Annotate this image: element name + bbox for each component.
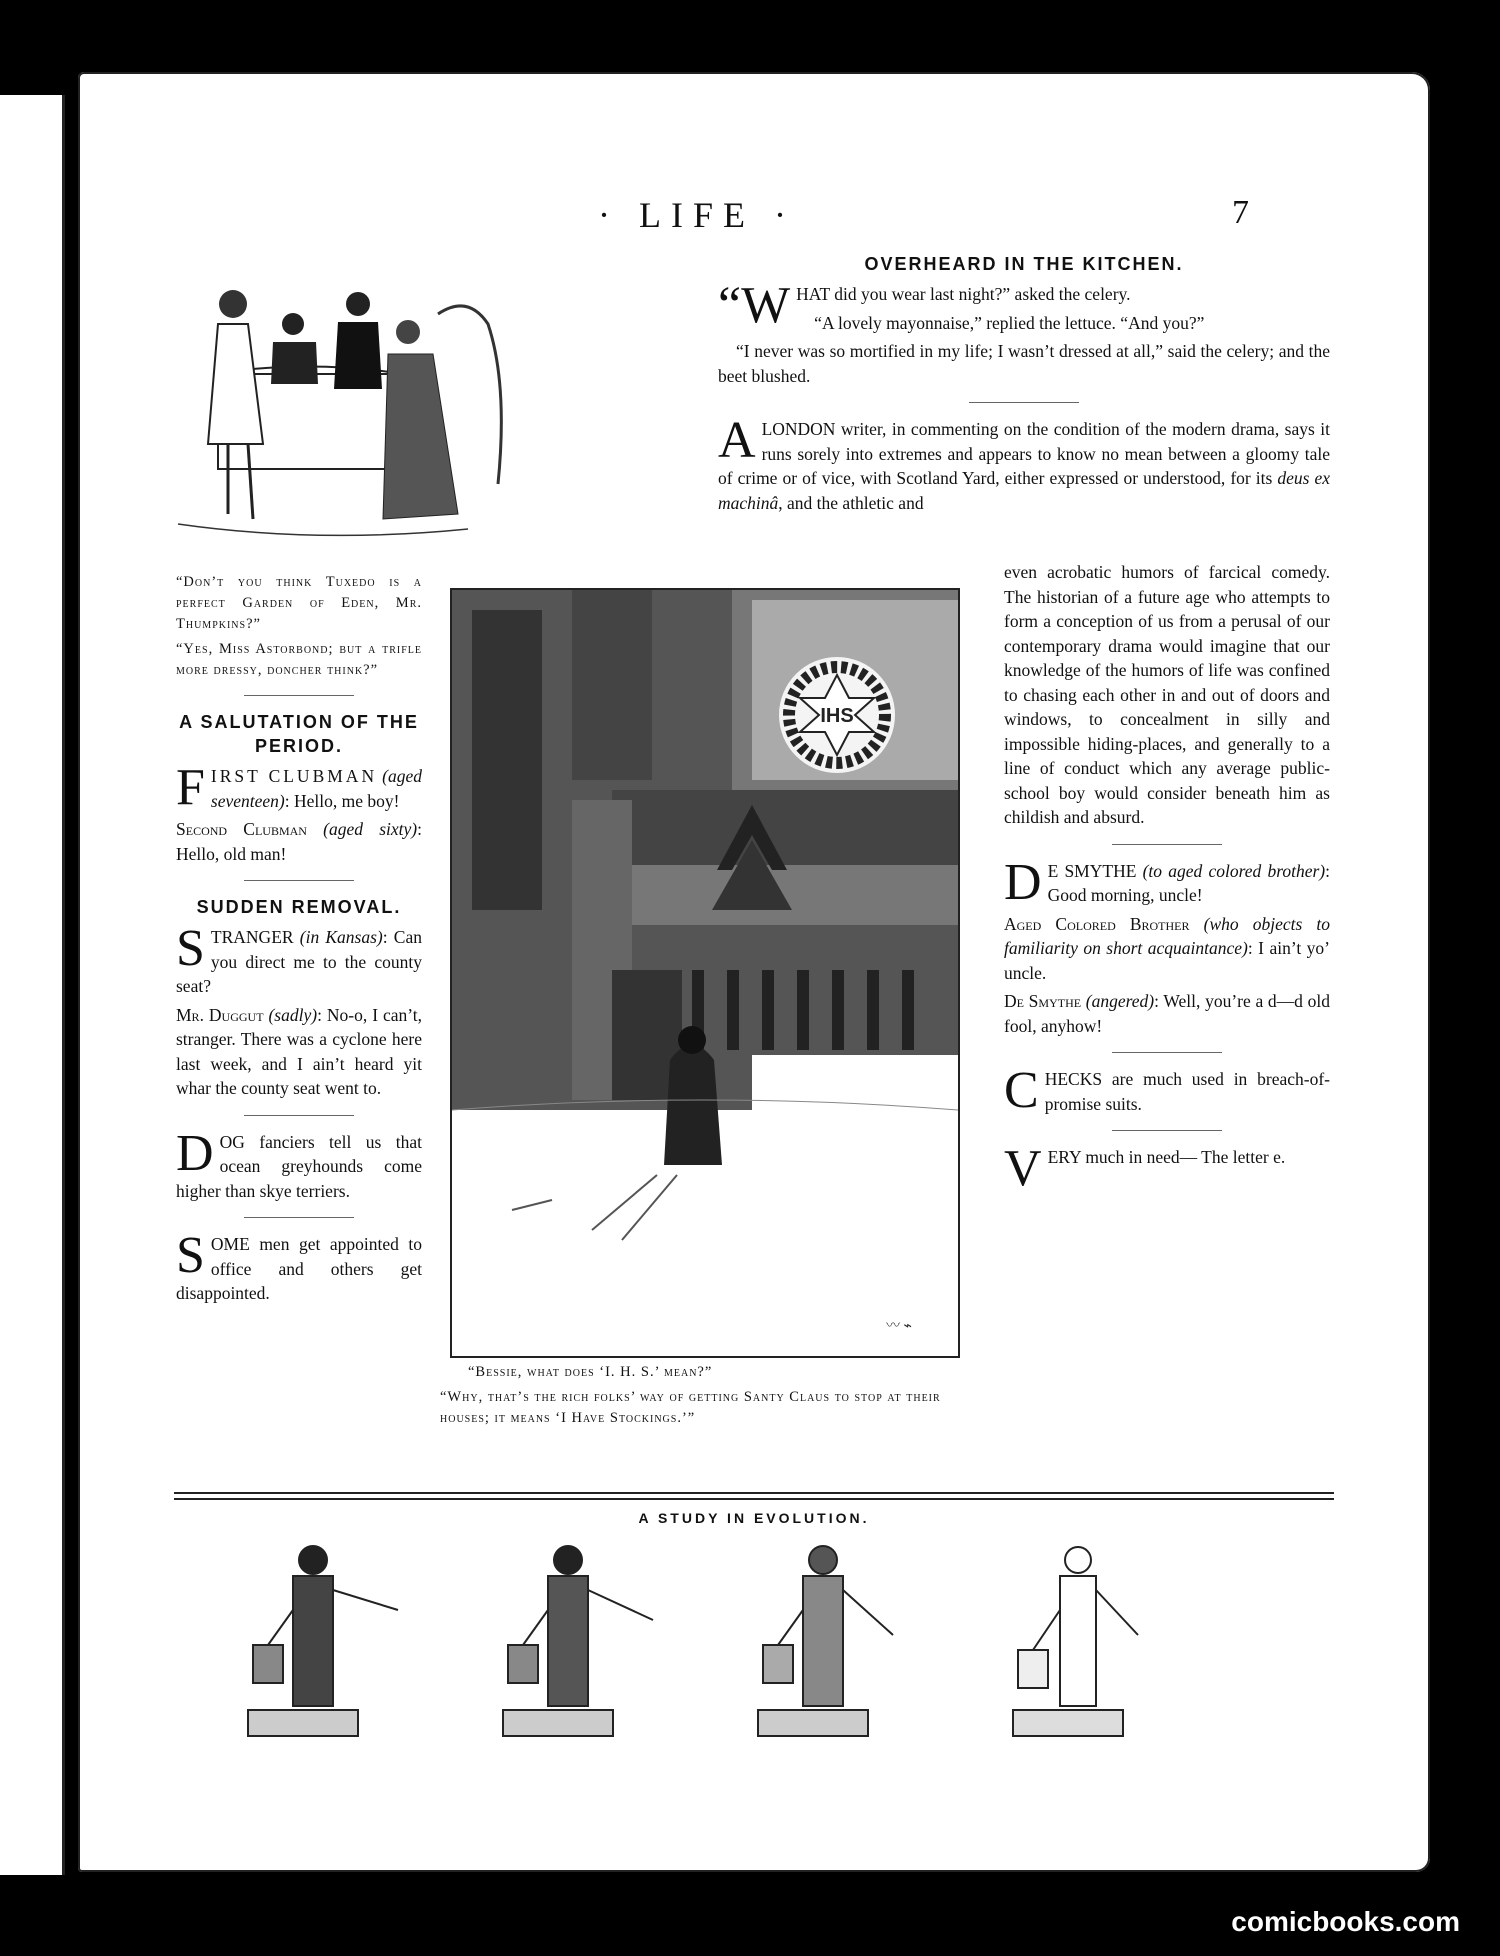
salutation-line-2: Second Clubman (aged sixty): Hello, old man! [176, 819, 422, 864]
study-rule-top [174, 1492, 1334, 1494]
study-rule-bottom [174, 1498, 1334, 1500]
smythe-para-1: D E SMYTHE (to aged colored brother): Good morning, uncle! [1004, 853, 1331, 911]
page-header [78, 194, 1430, 254]
figure-4 [1013, 1547, 1138, 1736]
divider [1112, 1130, 1222, 1131]
left-column [176, 572, 422, 1310]
some-paragraph: SOME men get appointed to office and others get disappointed. [176, 1227, 422, 1303]
removal-title: SUDDEN REMOVAL. [196, 897, 402, 917]
tuxedo-caption-1: “Don’t you think Tuxedo is a perfect Garden of Eden, Mr. Thumpkins?” [176, 574, 422, 632]
ihs-snow-illustration [450, 588, 960, 1358]
kitchen-para-3: “I never was so mortified in my life; I wasn’t dressed at all,” said the celery; and the beet blushed. [718, 341, 1330, 386]
london-para-2: even acrobatic humors of farcical comedy. The historian of a future age who attempts to form a conception of us from a perusal of our contemporary drama would imagine that our knowledge of the humors of life was confined to chasing each other in and out of doors and windows, to concealment in silly and impossible hiding-places, and generally to a line of conduct which any average public-school boy would consider beneath him as childish and absurd. [1004, 562, 1330, 827]
magazine-page [78, 72, 1430, 1872]
kitchen-para-2: “A lovely mayonnaise,” replied the lettuce. “And you?” [814, 312, 1205, 333]
divider [244, 695, 354, 696]
figure-1 [248, 1546, 398, 1736]
divider [1112, 1052, 1222, 1053]
page-number: 7 [1232, 194, 1249, 231]
salutation-title: A SALUTATION OF THE PERIOD. [179, 712, 419, 756]
dinner-illustration [168, 264, 530, 564]
checks-paragraph: CHECKS are much used in breach-of-promise suits. [1004, 1062, 1330, 1119]
masthead: · LIFE · [598, 195, 796, 235]
removal-para-1: STRANGER (in Kansas): Can you direct me to the county seat? [176, 920, 422, 996]
kitchen-para-1: “WHAT did you wear last night?” asked the celery. [718, 277, 1131, 334]
divider [244, 1217, 354, 1218]
removal-para-2: Mr. Duggut (sadly): No-o, I can’t, stranger. There was a cyclone here last week, and I ain’t heard yit whar the county seat went to. [176, 1004, 422, 1098]
dog-paragraph: DOG fanciers tell us that ocean greyhounds come higher than skye terriers. [176, 1124, 422, 1201]
figure-2 [503, 1546, 653, 1736]
salutation-line-1: FIRST CLUBMAN (aged seventeen): Hello, me boy! [176, 759, 422, 816]
london-para-1: ALONDON writer, in commenting on the condition of the modern drama, says it runs sorely into extremes and appears to know no mean between a gloomy tale of crime or of vice, with Scotland Yard, either expressed or understood, for its deus ex machinâ, and the athletic and [718, 412, 1330, 513]
divider [244, 1115, 354, 1116]
smythe-para-3: De Smythe (angered): Well, you’re a d—d old fool, anyhow! [1004, 991, 1330, 1036]
svg-text:〰 ⌁: 〰 ⌁ [886, 1319, 912, 1334]
right-narrow-column [1004, 560, 1331, 1197]
divider [244, 880, 354, 881]
tuxedo-caption-2: “Yes, Miss Astorbond; but a trifle more dressy, doncher think?” [176, 641, 422, 678]
figure-3 [758, 1546, 893, 1736]
divider [969, 402, 1079, 403]
very-paragraph: VERY much in need— The letter e. [1004, 1140, 1286, 1197]
right-top-column [718, 252, 1330, 519]
ihs-label: IHS [820, 705, 854, 727]
center-caption [440, 1362, 970, 1433]
divider [1112, 844, 1222, 845]
kitchen-title: OVERHEARD IN THE KITCHEN. [864, 254, 1184, 274]
evolution-figures [208, 1540, 1268, 1760]
center-caption-2: “Why, that’s the rich folks’ way of getting Santy Claus to stop at their houses; it means ‘I Have Stockings.’” [440, 1389, 941, 1426]
watermark: comicbooks.com [1231, 1906, 1460, 1937]
study-title: A STUDY IN EVOLUTION. [638, 1510, 870, 1526]
smythe-para-2: Aged Colored Brother (who objects to familiarity on short acquaintance): I ain’t yo’ uncle. [1004, 913, 1331, 983]
center-caption-1: “Bessie, what does ‘I. H. S.’ mean?” [468, 1364, 713, 1380]
left-page-edge [0, 95, 65, 1875]
